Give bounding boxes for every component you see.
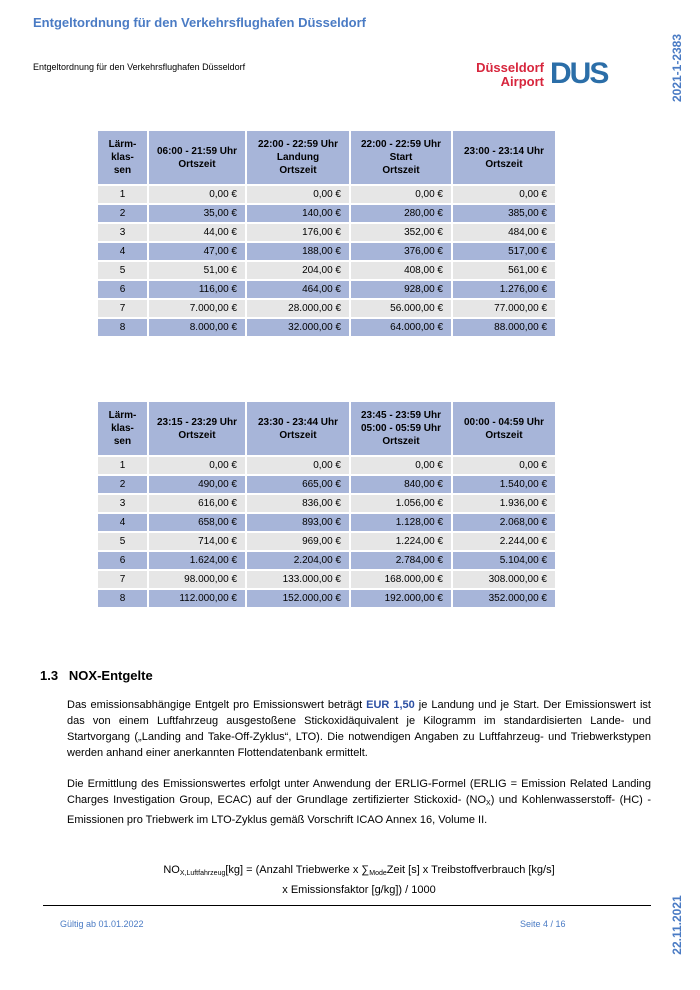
document-date: 22.11.2021 <box>670 895 684 955</box>
fee-cell: 928,00 € <box>351 281 451 298</box>
header-line: 23:45 - 23:59 Uhr <box>360 410 442 421</box>
header-line: 22:00 - 22:59 Uhr <box>257 139 339 150</box>
header-line: klas- <box>111 152 134 163</box>
formula-lhs-subscript: X,Luftfahrzeug <box>179 870 226 877</box>
table-row <box>98 571 555 588</box>
fee-cell: 2.068,00 € <box>453 514 555 531</box>
noise-class-cell: 4 <box>98 243 147 260</box>
fee-cell: 2.204,00 € <box>247 552 349 569</box>
header-line: sen <box>113 165 132 176</box>
column-header <box>351 131 451 184</box>
fee-amount: EUR 1,50 <box>366 699 415 711</box>
header-line: 23:15 - 23:29 Uhr <box>156 416 238 428</box>
fee-cell: 32.000,00 € <box>247 319 349 336</box>
fee-cell: 1.540,00 € <box>453 476 555 493</box>
header-line: 23:30 - 23:44 Uhr <box>257 416 339 428</box>
noise-class-cell: 7 <box>98 571 147 588</box>
noise-class-cell: 6 <box>98 281 147 298</box>
table-row <box>98 552 555 569</box>
fee-cell: 1.624,00 € <box>149 552 245 569</box>
section-title: NOX-Entgelte <box>68 668 153 683</box>
fee-cell: 133.000,00 € <box>247 571 349 588</box>
header-subtitle: Entgeltordnung für den Verkehrsflughafen Düsseldorf <box>33 62 246 72</box>
fee-cell: 64.000,00 € <box>351 319 451 336</box>
fee-cell: 2.784,00 € <box>351 552 451 569</box>
noise-class-cell: 3 <box>98 495 147 512</box>
fee-cell: 517,00 € <box>453 243 555 260</box>
header-line: Ortszeit <box>485 158 523 170</box>
fee-cell: 308.000,00 € <box>453 571 555 588</box>
paragraph-text: ) und Kohlenwasserstoff- (HC) - Emissionen pro Triebwerk im LTO-Zyklus gemäß Vorschrift ICAO Annex 16, Volume II. <box>67 794 651 826</box>
fee-cell: 0,00 € <box>247 457 349 474</box>
column-header <box>351 402 451 455</box>
formula-sum-subscript: Mode <box>369 870 387 877</box>
fee-cell: 490,00 € <box>149 476 245 493</box>
noise-class-cell: 5 <box>98 262 147 279</box>
table-row <box>98 243 555 260</box>
header-line: 22:00 - 22:59 Uhr <box>360 139 442 150</box>
header-line: Ortszeit <box>279 165 317 176</box>
fee-cell: 7.000,00 € <box>149 300 245 317</box>
fee-cell: 1.128,00 € <box>351 514 451 531</box>
header-line: 00:00 - 04:59 Uhr <box>463 416 545 428</box>
document-number: 2021-1-2383 <box>670 33 684 103</box>
page-number: Seite 4 / 16 <box>520 919 566 929</box>
subscript: X <box>486 800 491 807</box>
paragraph-text: Die Ermittlung des Emissionswertes erfolgt unter Anwendung der ERLIG-Formel (ERLIG = Emission Related Landing Charges Investigation Group, ECAC) auf der Grundlage zertifizierter Stickoxid- (NO <box>67 778 651 806</box>
column-header <box>453 131 555 184</box>
footer-divider <box>43 905 651 906</box>
fee-cell: 1.224,00 € <box>351 533 451 550</box>
fee-cell: 0,00 € <box>453 186 555 203</box>
table-body <box>98 457 555 607</box>
fee-cell: 51,00 € <box>149 262 245 279</box>
noise-class-cell: 4 <box>98 514 147 531</box>
noise-fee-table-2 <box>96 400 557 609</box>
fee-cell: 47,00 € <box>149 243 245 260</box>
fee-cell: 8.000,00 € <box>149 319 245 336</box>
table-row <box>98 590 555 607</box>
fee-cell: 376,00 € <box>351 243 451 260</box>
column-header <box>149 131 245 184</box>
fee-cell: 280,00 € <box>351 205 451 222</box>
column-header <box>247 402 349 455</box>
fee-cell: 385,00 € <box>453 205 555 222</box>
noise-fee-table-1 <box>96 129 557 338</box>
fee-cell: 44,00 € <box>149 224 245 241</box>
section-heading <box>40 668 153 683</box>
fee-cell: 893,00 € <box>247 514 349 531</box>
header-line: Ortszeit <box>279 429 317 441</box>
fee-cell: 116,00 € <box>149 281 245 298</box>
noise-class-cell: 5 <box>98 533 147 550</box>
fee-cell: 1.936,00 € <box>453 495 555 512</box>
noise-class-cell: 6 <box>98 552 147 569</box>
header-line: Lärm- <box>108 139 137 150</box>
header-line: Ortszeit <box>382 436 420 447</box>
fee-cell: 714,00 € <box>149 533 245 550</box>
header-line: 06:00 - 21:59 Uhr <box>156 145 238 157</box>
airport-logo <box>468 59 614 91</box>
document-number-box <box>667 33 687 103</box>
fee-cell: 168.000,00 € <box>351 571 451 588</box>
fee-cell: 0,00 € <box>149 457 245 474</box>
fee-cell: 484,00 € <box>453 224 555 241</box>
paragraph-fee-rate <box>67 697 651 761</box>
paragraph-erlig <box>67 776 651 828</box>
header-line: Start <box>389 152 413 163</box>
table-row <box>98 319 555 336</box>
table-row <box>98 533 555 550</box>
fee-cell: 0,00 € <box>149 186 245 203</box>
header-line: Ortszeit <box>178 158 216 170</box>
formula-line-2: x Emissionsfaktor [g/kg]) / 1000 <box>282 884 436 896</box>
fee-cell: 192.000,00 € <box>351 590 451 607</box>
fee-cell: 665,00 € <box>247 476 349 493</box>
fee-cell: 28.000,00 € <box>247 300 349 317</box>
fee-cell: 616,00 € <box>149 495 245 512</box>
document-date-box <box>667 895 687 955</box>
section-number: 1.3 <box>40 668 59 683</box>
table-row <box>98 495 555 512</box>
fee-cell: 969,00 € <box>247 533 349 550</box>
fee-cell: 176,00 € <box>247 224 349 241</box>
column-header <box>149 402 245 455</box>
noise-class-cell: 1 <box>98 186 147 203</box>
fee-cell: 1.056,00 € <box>351 495 451 512</box>
document-title: Entgeltordnung für den Verkehrsflughafen Düsseldorf <box>33 15 366 30</box>
fee-cell: 188,00 € <box>247 243 349 260</box>
fee-cell: 140,00 € <box>247 205 349 222</box>
formula-line-1 <box>67 862 651 882</box>
fee-cell: 2.244,00 € <box>453 533 555 550</box>
fee-cell: 98.000,00 € <box>149 571 245 588</box>
header-line: Ortszeit <box>382 165 420 176</box>
fee-cell: 464,00 € <box>247 281 349 298</box>
column-header <box>247 131 349 184</box>
fee-cell: 56.000,00 € <box>351 300 451 317</box>
column-header <box>98 131 147 184</box>
header-line: Ortszeit <box>178 429 216 441</box>
paragraph-text: je Landung und je Start. Der Emissionswert ist das von einem Luftfahrzeug ausgestoßene Stickoxidäquivalent je Kilogramm im standardisierten Lande- und Startvorgang („Landing and Take-Off-Zyklus“, LTO). Die notwendigen Angaben zu Luftfahrzeug- und Triebwerkstypen werden anhand einer anerkannten Flottendatenbank ermittelt. <box>67 699 651 759</box>
nox-formula <box>67 862 651 898</box>
column-header <box>98 402 147 455</box>
table-row <box>98 281 555 298</box>
fee-cell: 0,00 € <box>453 457 555 474</box>
header-line: klas- <box>111 423 134 434</box>
fee-cell: 0,00 € <box>247 186 349 203</box>
fee-cell: 204,00 € <box>247 262 349 279</box>
fee-cell: 0,00 € <box>351 457 451 474</box>
header-line: 05:00 - 05:59 Uhr <box>360 423 442 434</box>
noise-class-cell: 2 <box>98 205 147 222</box>
formula-mid: [kg] = (Anzahl Triebwerke x ∑ <box>225 864 370 876</box>
table-row <box>98 300 555 317</box>
noise-class-cell: 1 <box>98 457 147 474</box>
noise-class-cell: 2 <box>98 476 147 493</box>
fee-cell: 352,00 € <box>351 224 451 241</box>
fee-cell: 561,00 € <box>453 262 555 279</box>
fee-cell: 112.000,00 € <box>149 590 245 607</box>
valid-from: Gültig ab 01.01.2022 <box>60 919 144 929</box>
table-header-row <box>98 402 555 455</box>
noise-class-cell: 3 <box>98 224 147 241</box>
table-row <box>98 514 555 531</box>
fee-cell: 35,00 € <box>149 205 245 222</box>
table-row <box>98 457 555 474</box>
logo-text <box>468 61 544 89</box>
table-row <box>98 262 555 279</box>
table-row <box>98 186 555 203</box>
fee-cell: 1.276,00 € <box>453 281 555 298</box>
header-line: 23:00 - 23:14 Uhr <box>463 145 545 157</box>
fee-cell: 840,00 € <box>351 476 451 493</box>
table-row <box>98 224 555 241</box>
fee-cell: 152.000,00 € <box>247 590 349 607</box>
table-header-row <box>98 131 555 184</box>
table-row <box>98 205 555 222</box>
header-line: Landung <box>276 152 320 163</box>
noise-class-cell: 8 <box>98 590 147 607</box>
logo-line-2: Airport <box>500 74 544 89</box>
fee-cell: 77.000,00 € <box>453 300 555 317</box>
header-line: Lärm- <box>108 410 137 421</box>
table-row <box>98 476 555 493</box>
noise-class-cell: 8 <box>98 319 147 336</box>
table-body <box>98 186 555 336</box>
logo-code: DUS <box>550 57 608 90</box>
fee-cell: 0,00 € <box>351 186 451 203</box>
fee-cell: 836,00 € <box>247 495 349 512</box>
header-line: sen <box>113 436 132 447</box>
formula-lhs: NO <box>163 864 180 876</box>
fee-cell: 658,00 € <box>149 514 245 531</box>
header-line: Ortszeit <box>485 429 523 441</box>
fee-cell: 352.000,00 € <box>453 590 555 607</box>
noise-class-cell: 7 <box>98 300 147 317</box>
fee-cell: 408,00 € <box>351 262 451 279</box>
column-header <box>453 402 555 455</box>
logo-line-1: Düsseldorf <box>476 60 544 75</box>
fee-cell: 5.104,00 € <box>453 552 555 569</box>
paragraph-text: Das emissionsabhängige Entgelt pro Emissionswert beträgt <box>67 699 367 711</box>
fee-cell: 88.000,00 € <box>453 319 555 336</box>
formula-rhs: Zeit [s] x Treibstoffverbrauch [kg/s] <box>386 864 555 876</box>
